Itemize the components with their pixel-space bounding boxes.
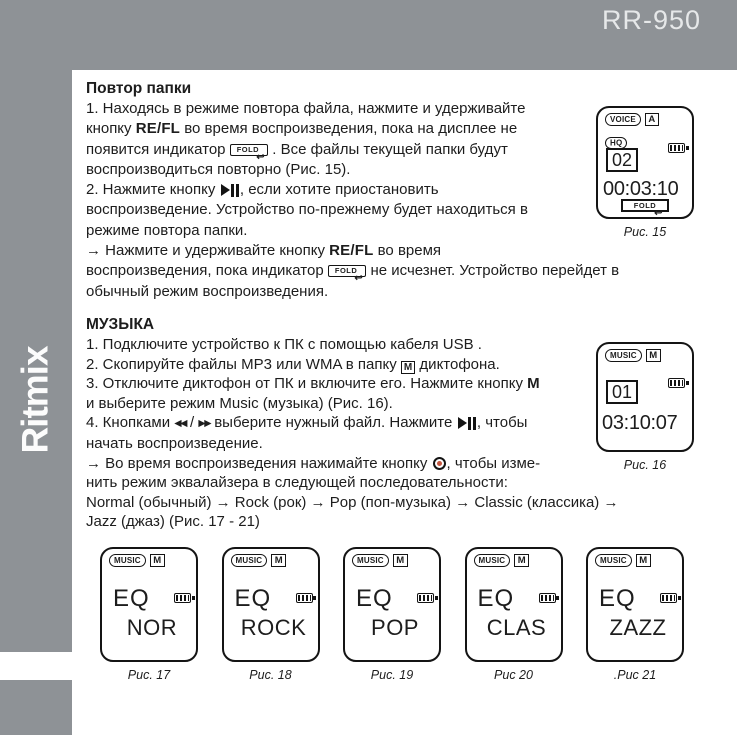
music-mode-badge: MUSIC	[109, 554, 146, 567]
text-run: воспроизведения, пока индикатор	[86, 262, 328, 280]
text-line	[86, 355, 618, 375]
text-run: 2. Нажмите кнопку	[86, 181, 220, 199]
text-run: 1. Находясь в режиме повтора файла, нажмите и удерживайте	[86, 100, 526, 117]
text-run: Jazz (джаз) (Рис. 17 - 21)	[86, 513, 260, 531]
eq-label: EQ	[234, 585, 272, 612]
figure-21	[586, 547, 684, 682]
rewind-icon: ◀◀	[174, 418, 186, 430]
section-music	[86, 314, 618, 532]
text-run: не исчезнет. Устройство перейдет в	[366, 262, 620, 280]
lcd-screen-eq	[586, 547, 684, 662]
figure-caption: Рис. 18	[249, 668, 292, 682]
text-line	[86, 241, 619, 261]
text-line	[86, 119, 619, 139]
section-title: МУЗЫКА	[86, 316, 155, 333]
repeat-arrow-icon: ↩	[256, 151, 266, 163]
repeat-arrow-icon: ↩	[654, 208, 663, 219]
text-run: выберите нужный файл. Нажмите	[210, 414, 457, 432]
text-run: , чтобы изме-	[446, 454, 541, 472]
battery-icon	[539, 593, 556, 603]
text-line	[86, 374, 618, 394]
text-line	[86, 512, 618, 532]
music-mode-badge: MUSIC	[231, 554, 268, 567]
eq-label: EQ	[599, 585, 636, 612]
figure-caption: Рис. 15	[623, 225, 667, 239]
eq-mode-value: ZAZZ	[609, 615, 667, 640]
voice-mode-badge: VOICE	[605, 113, 641, 126]
text-run: , если хотите приостановить	[239, 181, 439, 199]
text-run: кнопку	[86, 120, 136, 138]
battery-icon	[296, 593, 313, 603]
ritmix-logo: Ritmix	[15, 346, 57, 454]
battery-icon	[668, 143, 685, 153]
folder-m-badge: M	[636, 554, 651, 567]
fold-repeat-indicator: FOLD ↩	[621, 199, 669, 212]
lcd-screen-eq	[222, 547, 320, 662]
text-run: обычный режим воспроизведения.	[86, 282, 329, 300]
m-folder-icon: M	[401, 361, 415, 374]
brand-logo-wrap	[0, 300, 72, 500]
eq-label: EQ	[113, 585, 150, 612]
eq-label: EQ	[477, 585, 515, 612]
text-line	[86, 335, 618, 355]
text-run: диктофона.	[415, 355, 500, 373]
eq-mode-value: ROCK	[240, 615, 307, 640]
figure-caption: Рис. 19	[370, 668, 414, 682]
text-line	[86, 180, 619, 200]
left-sidebar-band	[0, 70, 72, 652]
text-run: 3. Отключите диктофон от ПК и включите его. Нажмите кнопку	[86, 375, 528, 393]
figure-caption: Рис. 16	[623, 458, 667, 472]
text-line	[86, 261, 620, 285]
text-run: воспроизводиться повторно (Рис. 15).	[86, 160, 351, 178]
button-name-label: RE/FL	[135, 120, 181, 138]
lcd-screen-eq	[465, 547, 563, 662]
text-line	[86, 493, 618, 513]
music-mode-badge: MUSIC	[595, 554, 632, 567]
play-pause-icon	[458, 417, 476, 430]
lcd-badge-row	[605, 113, 659, 126]
battery-icon	[668, 378, 685, 388]
fold-repeat-icon: FOLD ↩	[328, 265, 366, 277]
lcd-screen-eq	[100, 547, 198, 662]
text-run: → Во время воспроизведения нажимайте кнопку	[86, 454, 432, 472]
music-mode-badge: MUSIC	[352, 554, 389, 567]
play-pause-icon	[221, 184, 239, 197]
figure-16	[596, 342, 694, 472]
eq-mode-value: CLAS	[486, 615, 547, 640]
figure-caption: Рис. 17	[127, 668, 171, 682]
eq-label: EQ	[356, 585, 393, 612]
section-body	[86, 335, 618, 532]
lcd-screen-eq	[343, 547, 441, 662]
text-run: 4. Кнопками	[86, 414, 175, 432]
button-name-label: M	[527, 375, 540, 393]
page-header-band	[0, 0, 737, 70]
text-line	[86, 454, 618, 474]
text-line	[86, 282, 619, 302]
text-run: воспроизведение. Устройство по-прежнему будет находиться в	[86, 201, 528, 219]
text-line	[86, 99, 619, 119]
sidebar-footer-block	[0, 680, 72, 735]
folder-m-badge: M	[150, 554, 165, 567]
lcd-screen-music	[596, 342, 694, 452]
text-line	[86, 473, 618, 493]
text-run: и выберите режим Music (музыка) (Рис. 16).	[86, 394, 393, 412]
text-line	[86, 200, 619, 220]
text-run: 2. Скопируйте файлы MP3 или WMA в папку	[86, 355, 401, 373]
music-mode-badge: MUSIC	[474, 554, 511, 567]
button-name-label: RE/FL	[329, 242, 374, 260]
figure-19	[343, 547, 441, 682]
figure-20	[465, 547, 563, 682]
battery-icon	[417, 593, 434, 603]
playback-time: 03:10:07	[602, 412, 678, 434]
playback-time: 00:03:10	[603, 178, 679, 200]
text-run: 1. Подключите устройство к ПК с помощью кабеля USB .	[86, 336, 482, 353]
eq-mode-value: POP	[371, 615, 419, 640]
record-button-icon	[433, 457, 446, 470]
text-run: начать воспроизведение.	[86, 434, 263, 452]
text-run: Normal (обычный) → Rock (рок) → Pop (поп-музыка) → Classic (классика) →	[86, 493, 619, 511]
fold-repeat-icon: FOLD ↩	[230, 144, 268, 156]
text-line	[86, 221, 619, 241]
folder-m-badge: M	[646, 349, 661, 362]
text-run: режиме повтора папки.	[86, 221, 248, 239]
battery-icon	[660, 593, 677, 603]
eq-mode-value: NOR	[126, 615, 178, 640]
text-run: появится индикатор	[86, 140, 230, 158]
hq-quality-badge: HQ	[605, 137, 627, 149]
model-name: RR-950	[601, 5, 701, 35]
folder-a-badge: A	[645, 113, 659, 126]
text-run: во время воспроизведения, пока на дисплее не	[180, 120, 518, 138]
text-run: . Все файлы текущей папки будут	[268, 140, 508, 158]
text-run: → Нажмите и удерживайте кнопку	[86, 242, 330, 260]
folder-m-badge: M	[514, 554, 529, 567]
folder-m-badge: M	[393, 554, 408, 567]
section-body	[86, 99, 619, 302]
lcd-badge-row	[605, 349, 661, 362]
lcd-screen-voice	[596, 106, 694, 219]
text-line	[86, 394, 618, 414]
text-line	[86, 413, 618, 434]
figure-17	[100, 547, 198, 682]
figure-15	[596, 106, 694, 239]
section-folder-repeat	[86, 78, 619, 302]
eq-figures-row	[100, 547, 684, 682]
text-run: во время	[373, 242, 442, 260]
repeat-arrow-icon: ↩	[354, 273, 364, 285]
file-number: 02	[606, 148, 638, 172]
folder-m-badge: M	[271, 554, 286, 567]
figure-caption: .Рис 21	[613, 668, 657, 682]
battery-icon	[174, 593, 191, 603]
text-run: , чтобы	[476, 414, 528, 432]
music-mode-badge: MUSIC	[605, 349, 642, 362]
text-run: нить режим эквалайзера в следующей последовательности:	[86, 474, 508, 492]
text-line	[86, 434, 618, 454]
text-line	[86, 160, 619, 180]
figure-caption: Рис 20	[494, 668, 533, 682]
text-line	[86, 140, 619, 163]
file-number: 01	[606, 380, 638, 404]
section-title: Повтор папки	[86, 80, 192, 97]
figure-18	[222, 547, 320, 682]
text-run: /	[185, 414, 199, 432]
forward-icon: ▶▶	[198, 418, 211, 430]
